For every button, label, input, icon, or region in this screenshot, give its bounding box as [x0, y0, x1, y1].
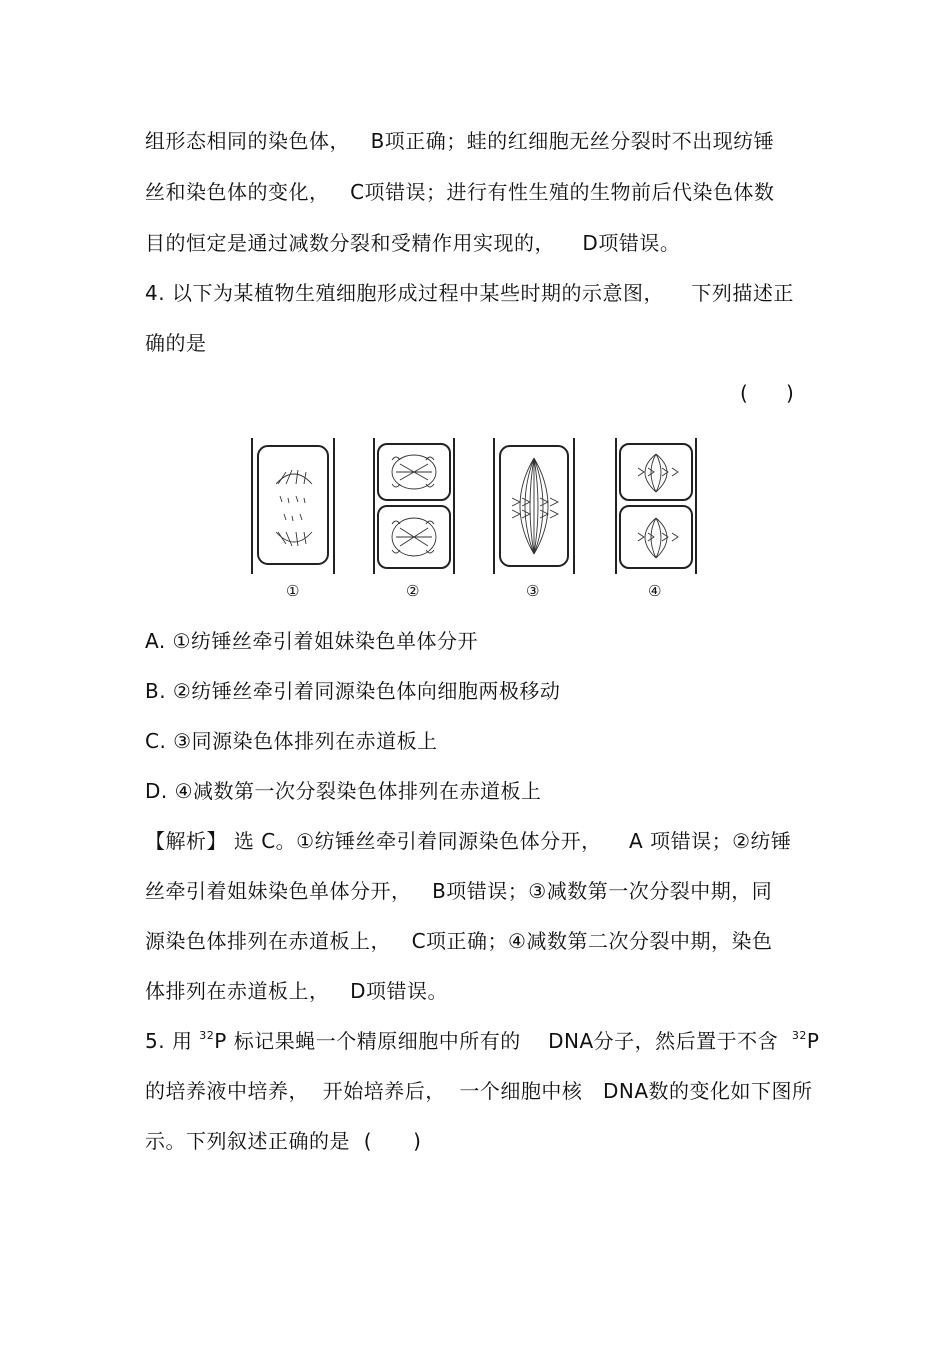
q5-stem-line-1	[145, 1027, 819, 1055]
q4-analysis-line-2: 丝牵引着姐妹染色单体分开， B项错误；③减数第一次分裂中期，同	[145, 879, 773, 903]
q4-answer-blank: ( )	[740, 381, 794, 405]
q5-stem-line-3: 示。下列叙述正确的是 ( )	[145, 1129, 422, 1153]
figure-cell-4	[616, 438, 696, 574]
prev-answer-line-2: 丝和染色体的变化， C项错误；进行有性生殖的生物前后代染色体数	[145, 180, 775, 204]
figure-label-1: ①	[286, 582, 300, 600]
figure-cell-2	[374, 438, 454, 574]
prev-answer-line-3: 目的恒定是通过减数分裂和受精作用实现的， D项错误。	[145, 231, 681, 255]
cell-division-diagram	[250, 436, 700, 606]
q5-stem-part-1: 5. 用	[145, 1029, 200, 1053]
q4-stem-line-1: 4. 以下为某植物生殖细胞形成过程中某些时期的示意图， 下列描述正	[145, 281, 794, 305]
q4-option-d: D. ④减数第一次分裂染色体排列在赤道板上	[145, 779, 542, 803]
q5-stem-line-2: 的培养液中培养， 开始培养后， 一个细胞中核 DNA数的变化如下图所	[145, 1079, 813, 1103]
q5-isotope-sup-1: 32	[199, 1029, 215, 1042]
q5-stem-part-2: P 标记果蝇一个精原细胞中所有的 DNA分子，然后置于不含	[214, 1029, 792, 1053]
prev-answer-line-1: 组形态相同的染色体， B项正确；蛙的红细胞无丝分裂时不出现纺锤	[145, 129, 775, 153]
q4-analysis-line-3: 源染色体排列在赤道板上， C项正确；④减数第二次分裂中期，染色	[145, 929, 773, 953]
q4-analysis-line-1: 【解析】 选 C。①纺锤丝牵引着同源染色体分开， A 项错误；②纺锤	[145, 829, 792, 853]
q4-option-c: C. ③同源染色体排列在赤道板上	[145, 729, 438, 753]
q4-stem-line-2: 确的是	[145, 331, 207, 355]
cell-division-figure	[250, 436, 700, 606]
q5-stem-part-3: P	[806, 1029, 820, 1053]
figure-cell-1	[252, 438, 334, 574]
figure-label-3: ③	[526, 582, 540, 600]
figure-cell-3	[494, 438, 574, 574]
figure-label-4: ④	[648, 582, 662, 600]
q4-option-b: B. ②纺锤丝牵引着同源染色体向细胞两极移动	[145, 679, 561, 703]
q5-isotope-sup-2: 32	[791, 1029, 807, 1042]
q4-analysis-line-4: 体排列在赤道板上， D项错误。	[145, 979, 448, 1003]
figure-label-2: ②	[406, 582, 420, 600]
q4-option-a: A. ①纺锤丝牵引着姐妹染色单体分开	[145, 629, 478, 653]
